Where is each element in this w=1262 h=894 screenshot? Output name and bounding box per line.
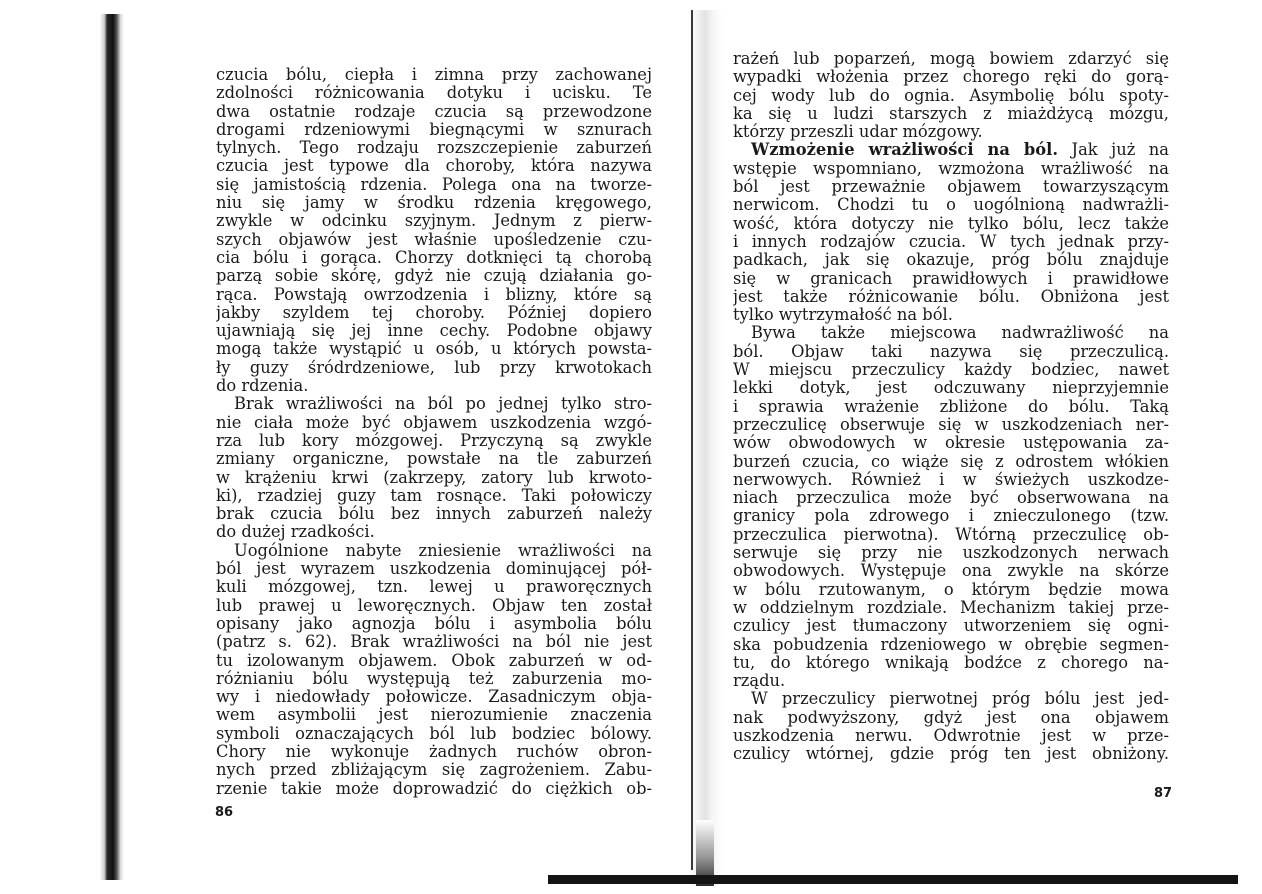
text-line: zmiany organiczne, powstałe na tle zaburzeń bbox=[216, 450, 652, 469]
text-line: nerwicom. Chodzi tu o uogólnioną nadwrażli- bbox=[733, 196, 1169, 215]
text-line: przeczulicę obserwuje się w uszkodzeniach ner- bbox=[733, 415, 1169, 434]
text-line: ból jest wyrazem uszkodzenia dominującej pół- bbox=[216, 560, 652, 579]
text-line: tylnych. Tego rodzaju rozszczepienie zaburzeń bbox=[216, 139, 652, 158]
text-line: i sprawia wrażenie zbliżone do bólu. Taką bbox=[733, 397, 1169, 416]
text-line: padkach, jak się okazuje, próg bólu znajduje bbox=[733, 251, 1169, 270]
text-line: ska pobudzenia rdzeniowego w obrębie segmen- bbox=[733, 635, 1169, 654]
text-line: wstępie wspomniano, wzmożona wrażliwość na bbox=[733, 159, 1169, 178]
text-line: brak czucia bólu bez innych zaburzeń należy bbox=[216, 505, 652, 524]
text-line: czulicy wtórnej, gdzie próg ten jest obniżony. bbox=[733, 745, 1169, 764]
text-line: różnianiu bólu występują też zaburzenia mo- bbox=[216, 669, 652, 688]
text-line: nerwowych. Również i w świeżych uszkodze- bbox=[733, 470, 1169, 489]
text-line: niach przeczulica może być obserwowana na bbox=[733, 489, 1169, 508]
text-line: w oddzielnym rozdziale. Mechanizm takiej prze- bbox=[733, 598, 1169, 617]
text-line: zdolności różnicowania dotyku i ucisku. Te bbox=[216, 84, 652, 103]
text-line: zwykle w odcinku szyjnym. Jednym z pierw- bbox=[216, 212, 652, 231]
text-line: czulicy jest tłumaczony utworzeniem się ogni- bbox=[733, 617, 1169, 636]
text-line: do rdzenia. bbox=[216, 377, 309, 396]
text-line: wypadki włożenia przez chorego ręki do gorą- bbox=[733, 68, 1169, 87]
text-line: nak podwyższony, gdyż jest ona objawem bbox=[733, 708, 1169, 727]
text-line: wów obwodowych w okresie ustępowania za- bbox=[733, 434, 1169, 453]
text-line: burzeń czucia, co wiąże się z odrostem włókien bbox=[733, 452, 1169, 471]
text-line: czucia bólu, ciepła i zimna przy zachowanej bbox=[216, 66, 652, 84]
text-line: ból jest przeważnie objawem towarzyszącym bbox=[733, 178, 1169, 197]
text-line: cia bólu i gorąca. Chorzy dotknięci tą chorobą bbox=[216, 248, 652, 267]
text-line: nych przed zbliżającym się zagrożeniem. Zabu- bbox=[216, 761, 652, 780]
text-line: W przeczulicy pierwotnej próg bólu jest jed- bbox=[751, 690, 1169, 709]
text-line: w krążeniu krwi (zakrzepy, zatory lub krwoto- bbox=[216, 468, 652, 487]
text-line: rażeń lub poparzeń, mogą bowiem zdarzyć się bbox=[733, 50, 1169, 68]
text-line: rządu. bbox=[733, 672, 786, 691]
text-line: jest także różnicowanie bólu. Obniżona jest bbox=[733, 287, 1169, 306]
text-line: ki), rzadziej guzy tam rosnące. Taki połowiczy bbox=[216, 486, 652, 505]
text-line: ujawniają się jej inne cechy. Podobne objawy bbox=[216, 322, 652, 341]
text-line: W miejscu przeczulicy każdy bodziec, nawet bbox=[733, 361, 1169, 380]
text-line: jakby szyldem tej choroby. Później dopiero bbox=[216, 303, 652, 322]
right-page bbox=[733, 50, 1169, 764]
text-line: niu się jamy w środku rdzenia kręgowego, bbox=[216, 194, 652, 213]
text-line: Bywa także miejscowa nadwrażliwość na bbox=[751, 324, 1169, 343]
text-line: wy i niedowłady połowicze. Zasadniczym obja- bbox=[216, 688, 652, 707]
text-line: Brak wrażliwości na ból po jednej tylko stro- bbox=[234, 395, 652, 414]
text-line: wość, która dotyczy nie tylko bólu, lecz także bbox=[733, 214, 1169, 233]
text-line: się w granicach prawidłowych i prawidłowe bbox=[733, 269, 1169, 288]
text-line: Uogólnione nabyte zniesienie wrażliwości na bbox=[234, 541, 652, 560]
text-line: i innych rodzajów czucia. W tych jednak przy- bbox=[733, 232, 1169, 251]
text-line: symboli oznaczających ból lub bodziec bólowy. bbox=[216, 724, 652, 743]
text-line: tu, do którego wnikają bodźce z chorego na- bbox=[733, 653, 1169, 672]
text-line: którzy przeszli udar mózgowy. bbox=[733, 123, 983, 142]
text-line: lekki dotyk, jest odczuwany nieprzyjemnie bbox=[733, 379, 1169, 398]
text-line: czucia jest typowe dla choroby, która nazywa bbox=[216, 157, 652, 176]
text-line: do dużej rzadkości. bbox=[216, 523, 375, 542]
text-line: rąca. Powstają owrzodzenia i blizny, które są bbox=[216, 285, 652, 304]
text-line: ból. Objaw taki nazywa się przeczulicą. bbox=[733, 342, 1169, 361]
bottom-page-edge bbox=[548, 875, 1238, 884]
text-line: cej wody lub do ognia. Asymbolię bólu spoty- bbox=[733, 86, 1169, 105]
gutter-fold-line bbox=[691, 10, 693, 870]
text-line: lub prawej u leworęcznych. Objaw ten został bbox=[216, 596, 652, 615]
section-heading: Wzmożenie wrażliwości na ból. bbox=[751, 141, 1059, 160]
text-line: rzenie takie może doprowadzić do ciężkich ob- bbox=[216, 779, 652, 798]
text-line: drogami rdzeniowymi biegnącymi w sznurach bbox=[216, 120, 652, 139]
text-line: ły guzy śródrdzeniowe, lub przy krwotokach bbox=[216, 358, 652, 377]
heading-continuation: Jak już na bbox=[1071, 141, 1169, 160]
left-page bbox=[216, 66, 652, 798]
text-line: tu izolowanym objawem. Obok zaburzeń w od- bbox=[216, 651, 652, 670]
text-line: przeczulica pierwotna). Wtórną przeczulicę ob- bbox=[733, 525, 1169, 544]
text-line: (patrz s. 62). Brak wrażliwości na ból nie jest bbox=[216, 633, 652, 652]
text-line: się jamistością rdzenia. Polega ona na tworze- bbox=[216, 175, 652, 194]
text-line: w bólu rzutowanym, o którym będzie mowa bbox=[733, 580, 1169, 599]
left-binding-shadow bbox=[100, 14, 124, 880]
text-line: granicy pola zdrowego i znieczulonego (tzw. bbox=[733, 507, 1169, 526]
text-line: rza lub kory mózgowej. Przyczyną są zwykle bbox=[216, 431, 652, 450]
text-line: kuli mózgowej, tzn. lewej u praworęcznych bbox=[216, 578, 652, 597]
text-line: serwuje się przy nie uszkodzonych nerwach bbox=[733, 544, 1169, 563]
text-line: tylko wytrzymałość na ból. bbox=[733, 306, 953, 325]
book-gutter bbox=[688, 10, 722, 886]
text-line: dwa ostatnie rodzaje czucia są przewodzone bbox=[216, 102, 652, 121]
text-line: parzą sobie skórę, gdyż nie czują działania go- bbox=[216, 267, 652, 286]
text-line bbox=[733, 141, 1169, 159]
text-line: opisany jako agnozja bólu i asymbolia bólu bbox=[216, 614, 652, 633]
text-line: obwodowych. Występuje ona zwykle na skórze bbox=[733, 562, 1169, 581]
text-line: mogą także wystąpić u osób, u których powsta- bbox=[216, 340, 652, 359]
text-line: uszkodzenia nerwu. Odwrotnie jest w prze- bbox=[733, 726, 1169, 745]
text-line: wem asymbolii jest nierozumienie znaczenia bbox=[216, 706, 652, 725]
page-number-left: 86 bbox=[215, 805, 234, 820]
text-line: nie ciała może być objawem uszkodzenia wzgó- bbox=[216, 413, 652, 432]
page-number-right: 87 bbox=[1154, 786, 1173, 801]
text-line: Chory nie wykonuje żadnych ruchów obron- bbox=[216, 742, 652, 761]
text-line: ka się u ludzi starszych z miażdżycą mózgu, bbox=[733, 104, 1169, 123]
text-line: szych objawów jest właśnie upośledzenie czu- bbox=[216, 230, 652, 249]
